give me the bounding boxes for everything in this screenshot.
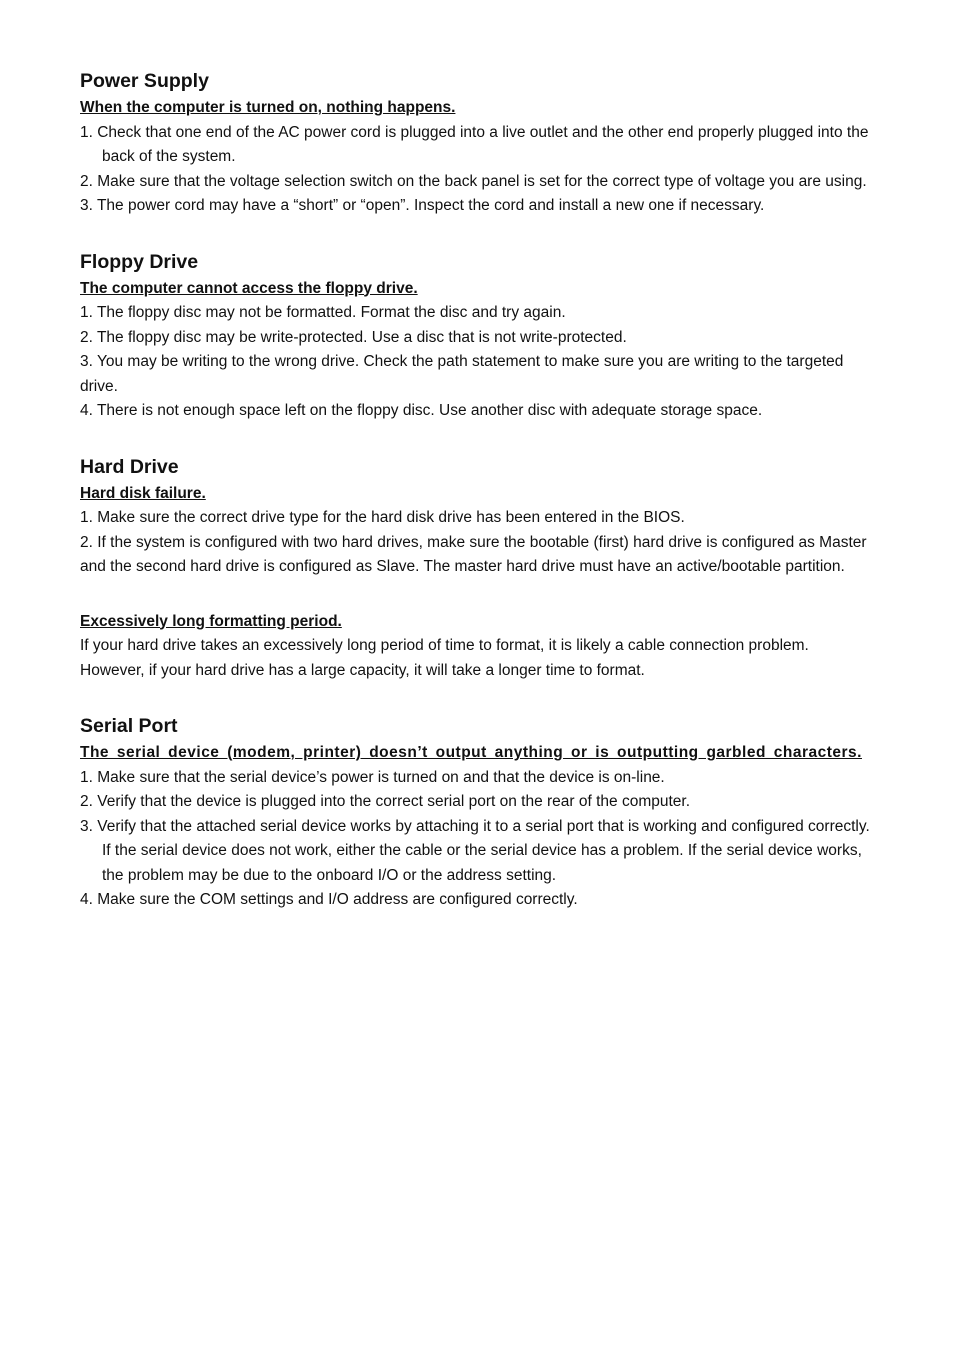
- list-item: 1. Make sure the correct drive type for the hard disk drive has been entered in the BIOS.: [80, 509, 685, 526]
- document-page: [80, 66, 870, 913]
- list-item: 2. If the system is configured with two hard drives, make sure the bootable (first) hard drive is configured as Master and the second hard drive is configured as Slave. The master hard drive must have an active/bootable partition.: [80, 533, 867, 575]
- section-power-supply: [80, 66, 870, 219]
- problem-heading: Hard disk failure.: [80, 484, 206, 502]
- section-title: Serial Port: [80, 715, 178, 737]
- section-hard-drive: [80, 452, 870, 684]
- section-floppy-drive: [80, 247, 870, 424]
- section-title: Hard Drive: [80, 455, 179, 478]
- paragraph: If your hard drive takes an excessively long period of time to format, it is likely a cable connection problem. However, if your hard drive has a large capacity, it will take a longer time to format.: [80, 637, 809, 679]
- list-item: 2. Verify that the device is plugged into the correct serial port on the rear of the computer.: [80, 793, 691, 810]
- problem-heading: Excessively long formatting period.: [80, 612, 342, 630]
- problem-heading: The serial device (modem, printer) doesn’t output anything or is outputting garbled characters.: [80, 744, 862, 761]
- list-item: 2. The floppy disc may be write-protected. Use a disc that is not write-protected.: [80, 328, 627, 346]
- list-item: 3. The power cord may have a “short” or “open”. Inspect the cord and install a new one if necessary.: [80, 197, 765, 214]
- section-serial-port: [80, 711, 870, 913]
- list-item: 3. You may be writing to the wrong drive. Check the path statement to make sure you are writing to the targeted drive.: [80, 353, 844, 395]
- list-item: 4. Make sure the COM settings and I/O address are configured correctly.: [80, 891, 578, 908]
- list-item: 1. Check that one end of the AC power cord is plugged into a live outlet and the other end properly plugged into the back of the system.: [80, 123, 869, 165]
- list-item: 2. Make sure that the voltage selection switch on the back panel is set for the correct type of voltage you are using.: [80, 172, 867, 190]
- section-title: Floppy Drive: [80, 250, 199, 273]
- list-item: 3. Verify that the attached serial device works by attaching it to a serial port that is working and configured correctly. If the serial device does not work, either the cable or the serial device has a problem. If the serial device works, the problem may be due to the onboard I/O or the address setting.: [80, 817, 870, 884]
- problem-heading: The computer cannot access the floppy drive.: [80, 279, 418, 297]
- list-item: 4. There is not enough space left on the floppy disc. Use another disc with adequate storage space.: [80, 402, 763, 419]
- section-title: Power Supply: [80, 70, 209, 92]
- problem-heading: When the computer is turned on, nothing happens.: [80, 99, 456, 116]
- list-item: 1. Make sure that the serial device’s power is turned on and that the device is on-line.: [80, 768, 665, 786]
- list-item: 1. The floppy disc may not be formatted. Format the disc and try again.: [80, 304, 566, 321]
